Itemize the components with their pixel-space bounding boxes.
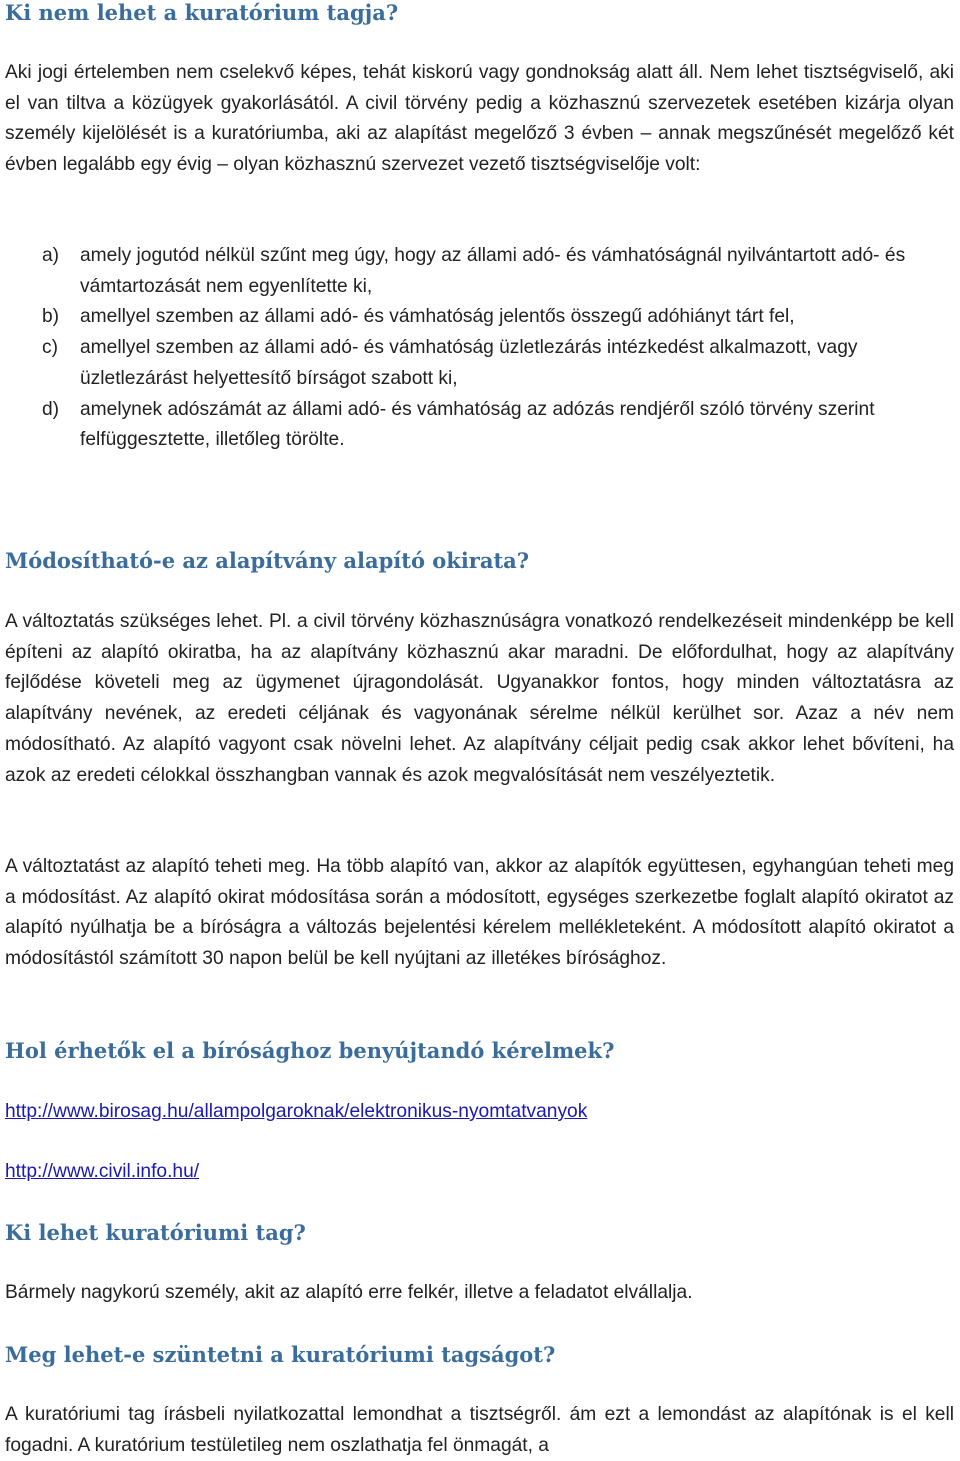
- list-item-text: amely jogutód nélkül szűnt meg úgy, hogy az állami adó- és vámhatóságnál nyilvántartott adó- és vámtartozását nem egyenlítette ki,: [80, 245, 906, 297]
- list-item: [0, 333, 960, 394]
- list-item: [0, 241, 960, 302]
- list-item-text: amellyel szemben az állami adó- és vámhatóság üzletlezárás intézkedést alkalmazott, vagy üzletlezárást helyettesítő bírságot szabott ki,: [80, 337, 858, 389]
- list-marker: b): [42, 306, 60, 328]
- paragraph-modosithato-1: A változtatás szükséges lehet. Pl. a civil törvény közhasznúságra vonatkozó rendelkezéseit mindenképp be kell építeni az alapító okiratba, ha az alapítvány közhasznú akar maradni. De előfordulhat, hogy az alapítvány fejlődése követeli meg az ügymenet újragondolását. Ugyanakkor fontos, hogy minden változtatásra az alapítvány nevének, az eredeti céljának és vagyonának sérelme nélkül kerülhet sor. Azaz a név nem módosítható. Az alapító vagyont csak növelni lehet. Az alapítvány céljait pedig csak akkor lehet bővíteni, ha azok az eredeti célokkal összhangban vannak és azok megvalósítását nem veszélyeztetik.: [5, 611, 954, 786]
- link-birosag[interactable]: http://www.birosag.hu/allampolgaroknak/elektronikus-nyomtatvanyok: [5, 1101, 588, 1122]
- list-item-text: amellyel szemben az állami adó- és vámhatóság jelentős összegű adóhiányt tárt fel,: [80, 306, 795, 328]
- list-marker: d): [42, 398, 60, 420]
- paragraph-modosithato-2: A változtatást az alapító teheti meg. Ha több alapító van, akkor az alapítók együttesen, egyhangúan teheti meg a módosítást. Az alapító okirat módosítása során a módosított, egységes szerkezetbe foglalt alapító okiratot az alapító nyúlhatja be a bíróságra a változás bejelentési kérelem mellékleteként. A módosított alapító okiratot a módosítástól számított 30 napon belül be kell nyújtani az illetékes bírósághoz.: [5, 856, 954, 970]
- paragraph-megszuntetni: A kuratóriumi tag írásbeli nyilatkozattal lemondhat a tisztségről. ám ezt a lemondást az alapítónak is el kell fogadni. A kuratórium testületileg nem oszlathatja fel önmagát, a: [5, 1404, 954, 1456]
- link-civil-info[interactable]: http://www.civil.info.hu/: [5, 1161, 200, 1182]
- list-item: [0, 395, 960, 456]
- heading-modosithato: Módosítható-e az alapítvány alapító okirata?: [5, 548, 530, 573]
- heading-megszuntetni: Meg lehet-e szüntetni a kuratóriumi tagságot?: [5, 1342, 556, 1367]
- paragraph-ki-nem-lehet: Aki jogi értelemben nem cselekvő képes, tehát kiskorú vagy gondnokság alatt áll. Nem lehet tisztségviselő, aki el van tiltva a közügyek gyakorlásától. A civil törvény pedig a közhasznú szervezetek esetében kizárja olyan személy kijelölését is a kuratóriumba, aki az alapítást megelőző 3 évben – annak megszűnését megelőző két évben legalább egy évig – olyan közhasznú szervezet vezető tisztségviselője volt:: [5, 62, 954, 176]
- paragraph-ki-lehet: Bármely nagykorú személy, akit az alapító erre felkér, illetve a feladatot elvállalja.: [5, 1282, 693, 1303]
- list-item-text: amelynek adószámát az állami adó- és vámhatóság az adózás rendjéről szóló törvény szerint felfüggesztette, illetőleg törölte.: [80, 398, 875, 451]
- heading-kerelmek: Hol érhetők el a bírósághoz benyújtandó kérelmek?: [5, 1038, 615, 1063]
- list-marker: c): [42, 337, 58, 359]
- exclusion-list: [0, 241, 960, 456]
- list-item: [0, 302, 960, 333]
- heading-ki-lehet: Ki lehet kuratóriumi tag?: [5, 1220, 306, 1245]
- heading-ki-nem-lehet: Ki nem lehet a kuratórium tagja?: [5, 0, 399, 25]
- list-marker: a): [42, 245, 60, 266]
